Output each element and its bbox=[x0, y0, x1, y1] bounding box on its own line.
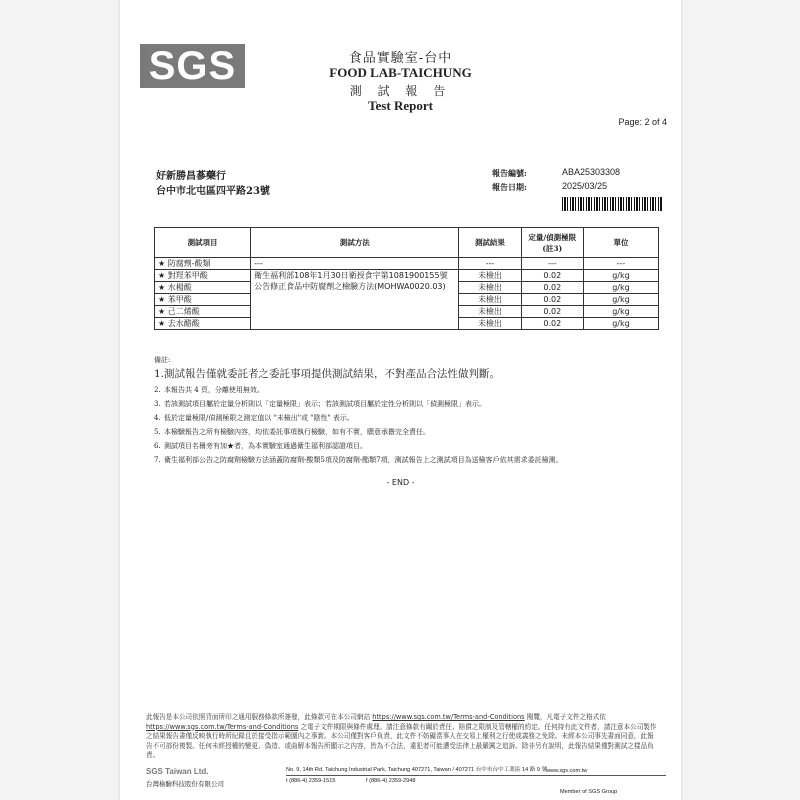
cell-item: ★ 己二烯酸 bbox=[155, 306, 251, 318]
report-title-en: Test Report bbox=[368, 98, 433, 113]
cell-result: 未檢出 bbox=[459, 294, 521, 306]
cell-limit: 0.02 bbox=[521, 282, 583, 294]
note-item: 3. 若該測試項目屬於定量分析則以「定量極限」表示；若該測試項目屬於定性分析則以「偵測極限」表示。 bbox=[154, 400, 486, 408]
barcode bbox=[562, 197, 662, 211]
report-no-value: ABA25303308 bbox=[562, 167, 621, 177]
note-item: 6. 測試項目名稱旁有加★者，為本實驗室通過衛生福利部認證項目。 bbox=[154, 442, 367, 450]
terms-link[interactable]: https://www.sgs.com.tw/Terms-and-Conditions bbox=[146, 722, 299, 731]
cell-item: ★ 對羥苯甲酸 bbox=[155, 270, 251, 282]
header-limit: 定量/偵測極限(註3) bbox=[521, 228, 583, 258]
cell-limit: 0.02 bbox=[521, 294, 583, 306]
note-item: 5. 本檢驗報告之所有檢驗內容，均依委託事項執行檢驗，如有不實，願意承擔完全責任。 bbox=[154, 428, 430, 436]
terms-link[interactable]: https://www.sgs.com.tw/Terms-and-Conditions bbox=[372, 713, 525, 721]
table-header-row bbox=[155, 228, 659, 258]
cell-result: 未檢出 bbox=[459, 306, 521, 318]
report-no-label: 報告編號: bbox=[492, 168, 527, 178]
header-result: 測試結果 bbox=[459, 228, 521, 258]
lab-name-en: FOOD LAB-TAICHUNG bbox=[329, 65, 472, 80]
cell-unit: g/kg bbox=[583, 294, 658, 306]
footer-address: No. 9, 14th Rd. Taichung Industrial Park, Taichung 407271, Taiwan / 407271 台中市台中工業區 14 路 9 號 bbox=[286, 767, 548, 773]
cell-unit: g/kg bbox=[583, 318, 658, 330]
header-method: 測試方法 bbox=[251, 228, 459, 258]
footer-divider bbox=[286, 775, 666, 776]
footer-fax: f (886-4) 2359-2948 bbox=[366, 778, 416, 784]
notes-section bbox=[154, 355, 659, 469]
notes-title: 備註: bbox=[154, 356, 171, 364]
report-date-label: 報告日期: bbox=[492, 182, 527, 192]
lab-name-cn: 食品實驗室-台中 bbox=[348, 51, 453, 66]
cell-result: 未檢出 bbox=[459, 282, 521, 294]
client-name: 好新勝昌蔘藥行 bbox=[156, 171, 226, 182]
footer-company-cn: 台灣檢驗科技股份有限公司 bbox=[146, 780, 224, 788]
footer-website[interactable]: www.sgs.com.tw bbox=[546, 768, 588, 774]
header-unit: 單位 bbox=[583, 228, 658, 258]
note-item: 1. 測試報告僅就委託者之委託事項提供測試結果，不對產品合法性做判斷。 bbox=[154, 368, 500, 380]
cell-item: ★ 防腐劑-酸類 bbox=[155, 258, 251, 270]
cell-limit: 0.02 bbox=[521, 306, 583, 318]
table-row bbox=[155, 258, 659, 270]
cell-unit: g/kg bbox=[583, 282, 658, 294]
cell-item: ★ 去水醋酸 bbox=[155, 318, 251, 330]
results-table bbox=[154, 227, 659, 330]
cell-unit: --- bbox=[583, 258, 658, 270]
terms-disclaimer: 此報告是本公司依照背面所印之通用服務條款所簽發，此條款可在本公司網站 https://www.sgs.com.tw/Terms-and-Conditions 閱覽，凡電子文件之格式依 https://www.sgs.com.tw/Terms-and-Conditions 之電子文件期限與條件處理。請注意條款有關於責任、賠償之限制及管轄權的約定。任何持有此文件者，請注意本公司製作之結果報告書僅反映執行時所紀錄且於接受指示範圍內之事實。本公司僅對客戶負責，此文件不妨礙當事人在交易上權利之行使或義務之免除。未經本公司事先書面同意，此報告不可部份複製。任何未經授權的變更、偽造、或曲解本報告所顯示之內容，皆為不合法，違犯者可能遭受法律上最嚴厲之追訴。除非另有說明，此報告結果僅對測試之樣品負責。 bbox=[146, 713, 657, 759]
cell-limit: 0.02 bbox=[521, 270, 583, 282]
cell-result: 未檢出 bbox=[459, 318, 521, 330]
cell-result: --- bbox=[459, 258, 521, 270]
cell-unit: g/kg bbox=[583, 270, 658, 282]
report-page bbox=[120, 0, 681, 800]
footer-company-en: SGS Taiwan Ltd. bbox=[146, 767, 209, 776]
note-item: 4. 低於定量極限/偵測極限之測定值以 "未檢出"或 "陰性" 表示。 bbox=[154, 414, 354, 422]
footer-phone: t (886-4) 2359-1515 bbox=[286, 778, 336, 784]
sgs-logo: SGS bbox=[140, 44, 245, 88]
report-date-value: 2025/03/25 bbox=[562, 181, 608, 191]
cell-limit: 0.02 bbox=[521, 318, 583, 330]
table-row bbox=[155, 270, 659, 282]
cell-limit: --- bbox=[521, 258, 583, 270]
header-item: 測試項目 bbox=[155, 228, 251, 258]
note-item: 7. 衛生福利部公告之防腐劑檢驗方法涵蓋防腐劑-酸類5項及防腐劑-酯類7項，測試報告上之測試項目為送檢客戶依其需求委託檢測。 bbox=[154, 456, 563, 464]
footer-member: Member of SGS Group bbox=[560, 789, 618, 795]
client-address: 台中市北屯區四平路23號 bbox=[156, 186, 270, 197]
report-title-cn: 測 試 報 告 bbox=[349, 84, 452, 98]
cell-item: ★ 水楊酸 bbox=[155, 282, 251, 294]
cell-item: ★ 苯甲酸 bbox=[155, 294, 251, 306]
cell-result: 未檢出 bbox=[459, 270, 521, 282]
cell-method: 衛生福利部108年1月30日衛授食字第1081900155號公告修正食品中防腐劑之檢驗方法(MOHWA0020.03) bbox=[251, 270, 459, 330]
note-item: 2. 本報告共 4 頁，分離使用無效。 bbox=[154, 386, 264, 394]
end-marker: - END - bbox=[386, 478, 415, 487]
cell-method: --- bbox=[251, 258, 459, 270]
page-number: Page: 2 of 4 bbox=[618, 117, 667, 127]
cell-unit: g/kg bbox=[583, 306, 658, 318]
